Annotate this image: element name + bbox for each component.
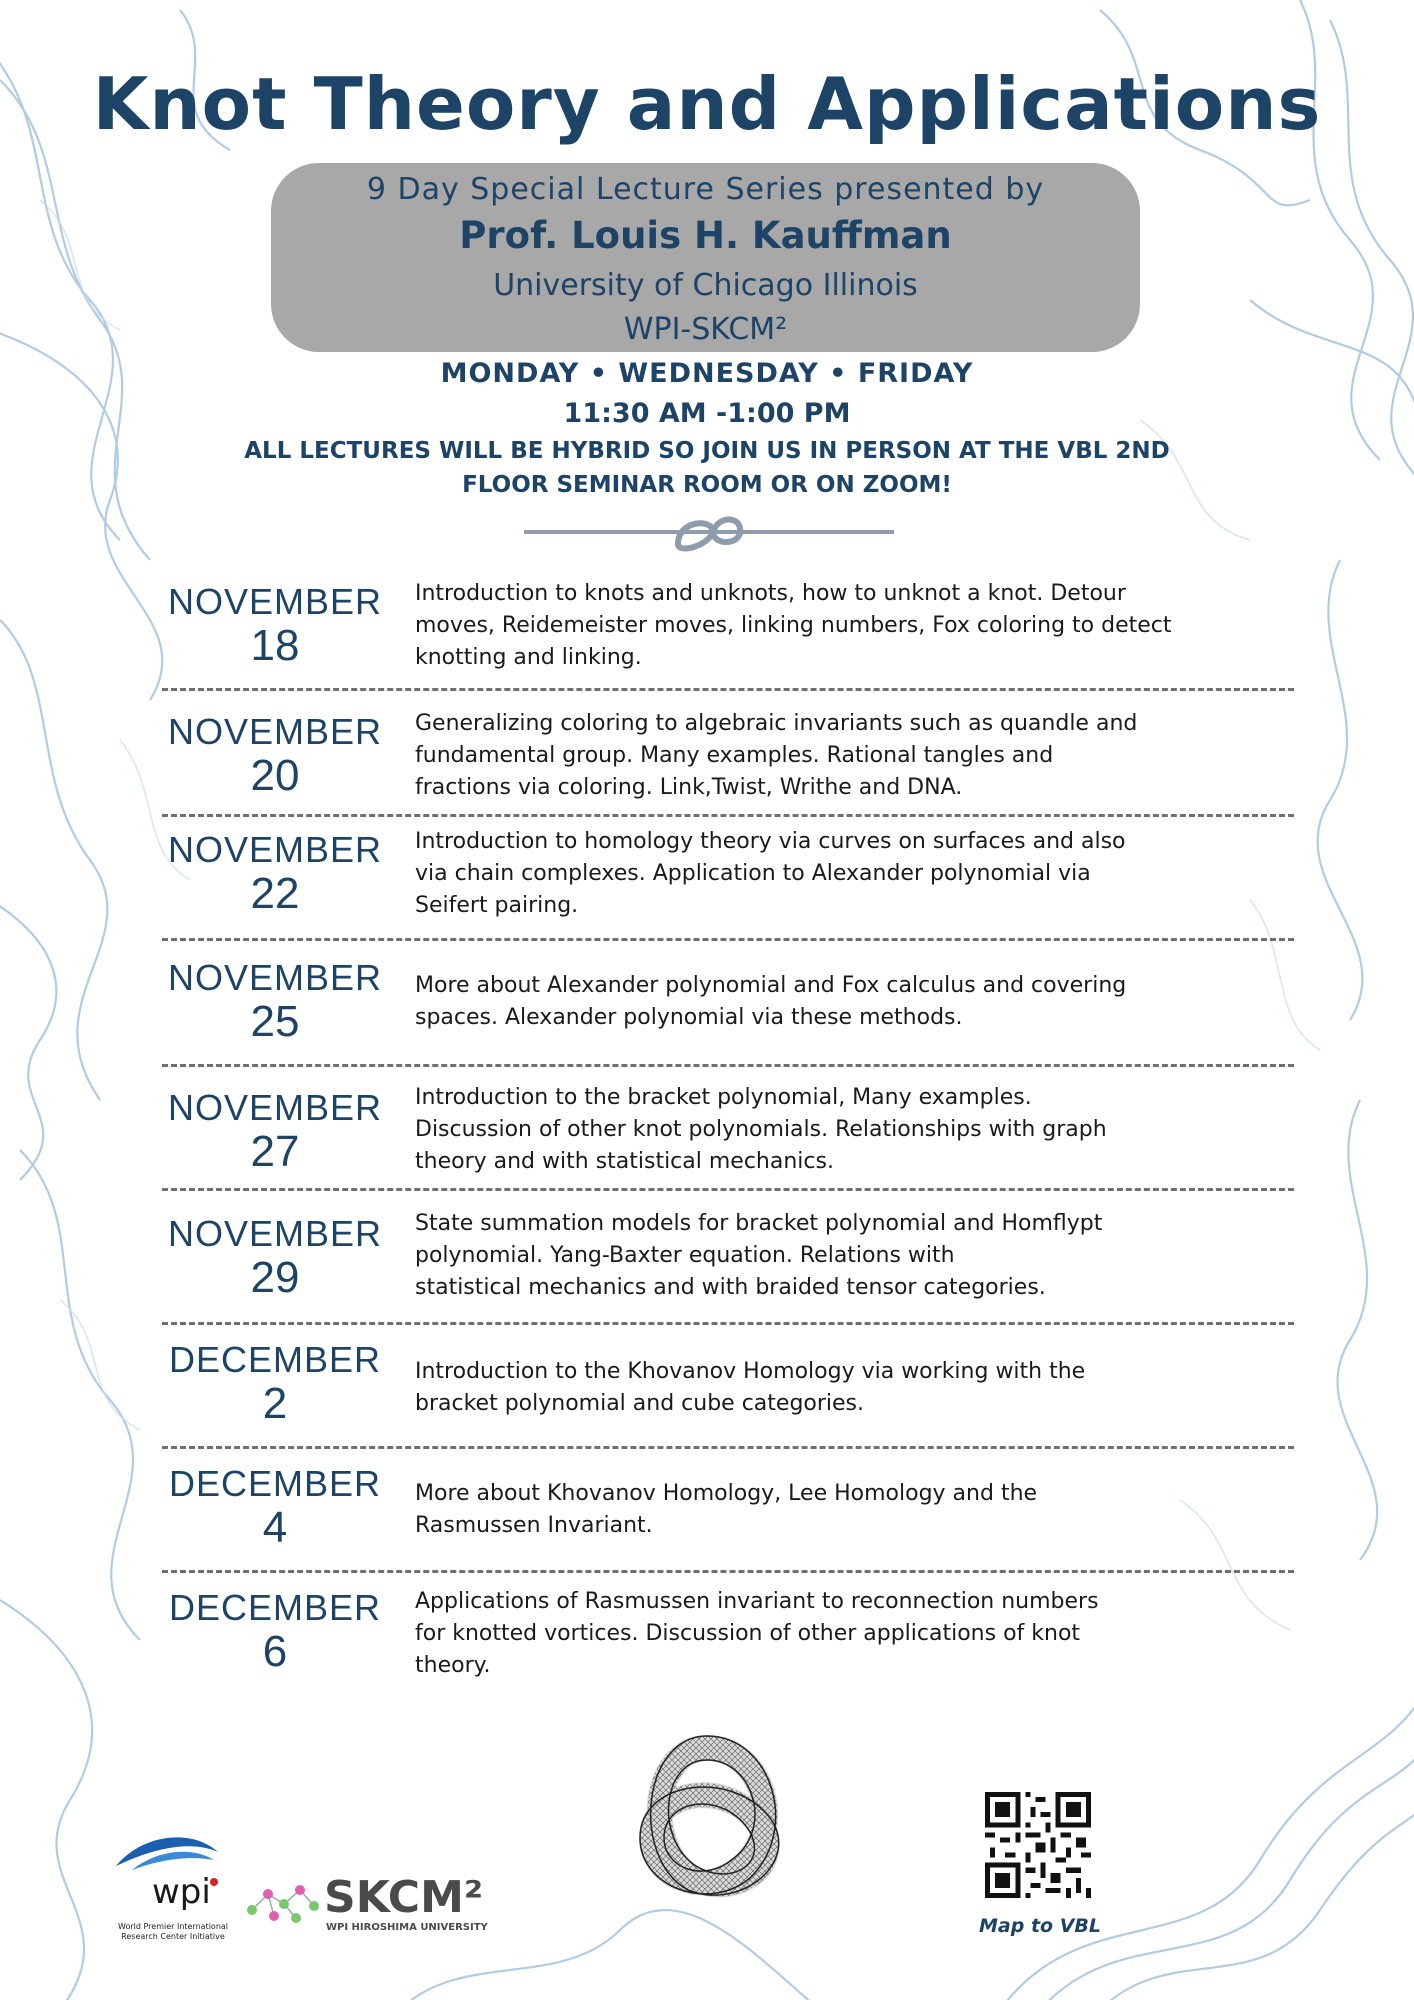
lecture-separator xyxy=(162,1446,1294,1449)
lecture-month: DECEMBER xyxy=(168,1339,382,1380)
lecture-date xyxy=(160,712,390,800)
lecture-day: 2 xyxy=(262,1378,288,1428)
lecture-description-line: Introduction to homology theory via curves on surfaces and also xyxy=(415,829,1126,854)
lecture-date xyxy=(160,958,390,1046)
molecule-icon xyxy=(244,1880,320,1924)
lecture-month: NOVEMBER xyxy=(167,1087,383,1128)
lecture-month: NOVEMBER xyxy=(167,957,383,998)
lecture-day: 25 xyxy=(250,996,300,1046)
lecture-month: NOVEMBER xyxy=(167,829,383,870)
presenter-affiliation: University of Chicago Illinois xyxy=(493,268,918,303)
lecture-description-line: Discussion of other knot polynomials. Relationships with graph xyxy=(415,1117,1107,1142)
lecture-separator xyxy=(162,814,1294,817)
lecture-separator xyxy=(162,1188,1294,1191)
lecture-date xyxy=(160,1340,390,1428)
lecture-separator xyxy=(162,688,1294,691)
lecture-description-line: knotting and linking. xyxy=(415,645,642,670)
hybrid-notice-line2: FLOOR SEMINAR ROOM OR ON ZOOM! xyxy=(462,472,952,498)
lecture-description xyxy=(415,1586,1275,1682)
lecture-description-line: for knotted vortices. Discussion of other applications of knot xyxy=(415,1621,1081,1646)
lecture-description xyxy=(415,826,1275,922)
wpi-caption-line2: Research Center Initiative xyxy=(121,1932,225,1941)
lecture-description-line: via chain complexes. Application to Alexander polynomial via xyxy=(415,861,1091,886)
lecture-description-line: theory. xyxy=(415,1653,491,1678)
lecture-description-line: Introduction to knots and unknots, how to unknot a knot. Detour xyxy=(415,581,1126,606)
wpi-logo-text: wpi xyxy=(152,1872,211,1912)
presenter-intro: 9 Day Special Lecture Series presented by xyxy=(366,172,1045,207)
lecture-description-line: moves, Reidemeister moves, linking numbers, Fox coloring to detect xyxy=(415,613,1172,638)
lecture-separator xyxy=(162,1064,1294,1067)
knot-divider-icon xyxy=(668,510,750,556)
lecture-description-line: Introduction to the Khovanov Homology via working with the xyxy=(415,1359,1086,1384)
lecture-description-line: More about Alexander polynomial and Fox calculus and covering xyxy=(415,973,1127,998)
lecture-day: 20 xyxy=(250,750,300,800)
lecture-month: NOVEMBER xyxy=(167,711,383,752)
lecture-description xyxy=(415,578,1275,674)
skcm-caption: WPI HIROSHIMA UNIVERSITY xyxy=(326,1922,488,1933)
lecture-description-line: polynomial. Yang-Baxter equation. Relations with xyxy=(415,1243,955,1268)
skcm-logo-text: SKCM² xyxy=(324,1872,484,1923)
lecture-date xyxy=(160,1464,390,1552)
lecture-day: 6 xyxy=(262,1626,288,1676)
qr-code[interactable] xyxy=(985,1792,1091,1898)
lecture-day: 29 xyxy=(250,1252,300,1302)
schedule-time: 11:30 AM -1:00 PM xyxy=(563,398,851,429)
lecture-description xyxy=(415,1356,1275,1420)
lecture-month: DECEMBER xyxy=(168,1587,382,1628)
poster-title: Knot Theory and Applications xyxy=(92,62,1322,146)
lecture-description-line: Rasmussen Invariant. xyxy=(415,1513,653,1538)
qr-label: Map to VBL xyxy=(979,1915,1101,1937)
lecture-description-line: Applications of Rasmussen invariant to reconnection numbers xyxy=(415,1589,1099,1614)
lecture-date xyxy=(160,830,390,918)
lecture-description-line: Generalizing coloring to algebraic invariants such as quandle and xyxy=(415,711,1138,736)
lecture-description-line: Introduction to the bracket polynomial, Many examples. xyxy=(415,1085,1032,1110)
lecture-description-line: fundamental group. Many examples. Rational tangles and xyxy=(415,743,1054,768)
lecture-separator xyxy=(162,938,1294,941)
lecture-description xyxy=(415,1208,1275,1304)
lecture-month: NOVEMBER xyxy=(167,581,383,622)
lecture-day: 22 xyxy=(250,868,300,918)
lecture-description-line: State summation models for bracket polynomial and Homflypt xyxy=(415,1211,1103,1236)
lecture-day: 27 xyxy=(250,1126,300,1176)
presenter-name: Prof. Louis H. Kauffman xyxy=(459,214,952,257)
lecture-description xyxy=(415,1082,1275,1178)
lecture-description xyxy=(415,708,1275,804)
lecture-day: 18 xyxy=(250,620,300,670)
lecture-description-line: statistical mechanics and with braided tensor categories. xyxy=(415,1275,1046,1300)
lecture-month: NOVEMBER xyxy=(167,1213,383,1254)
lecture-description-line: fractions via coloring. Link,Twist, Writhe and DNA. xyxy=(415,775,963,800)
lecture-date xyxy=(160,1588,390,1676)
lecture-description-line: More about Khovanov Homology, Lee Homology and the xyxy=(415,1481,1038,1506)
lecture-day: 4 xyxy=(262,1502,288,1552)
lecture-description xyxy=(415,1478,1275,1542)
lecture-description xyxy=(415,970,1275,1034)
lecture-description-line: bracket polynomial and cube categories. xyxy=(415,1391,865,1416)
presenter-org: WPI-SKCM² xyxy=(623,312,788,347)
lecture-month: DECEMBER xyxy=(168,1463,382,1504)
wpi-caption xyxy=(118,1922,228,1942)
lecture-description-line: Seifert pairing. xyxy=(415,893,579,918)
lecture-description-line: spaces. Alexander polynomial via these methods. xyxy=(415,1005,963,1030)
hybrid-notice-line1: ALL LECTURES WILL BE HYBRID SO JOIN US IN PERSON AT THE VBL 2ND xyxy=(244,438,1170,464)
lecture-date xyxy=(160,1088,390,1176)
lecture-separator xyxy=(162,1322,1294,1325)
lecture-separator xyxy=(162,1570,1294,1573)
lecture-date xyxy=(160,1214,390,1302)
lecture-description-line: theory and with statistical mechanics. xyxy=(415,1149,834,1174)
lecture-date xyxy=(160,582,390,670)
wpi-caption-line1: World Premier International xyxy=(118,1922,229,1931)
trefoil-knot-illustration xyxy=(612,1718,802,1908)
schedule-days: MONDAY • WEDNESDAY • FRIDAY xyxy=(440,358,974,389)
